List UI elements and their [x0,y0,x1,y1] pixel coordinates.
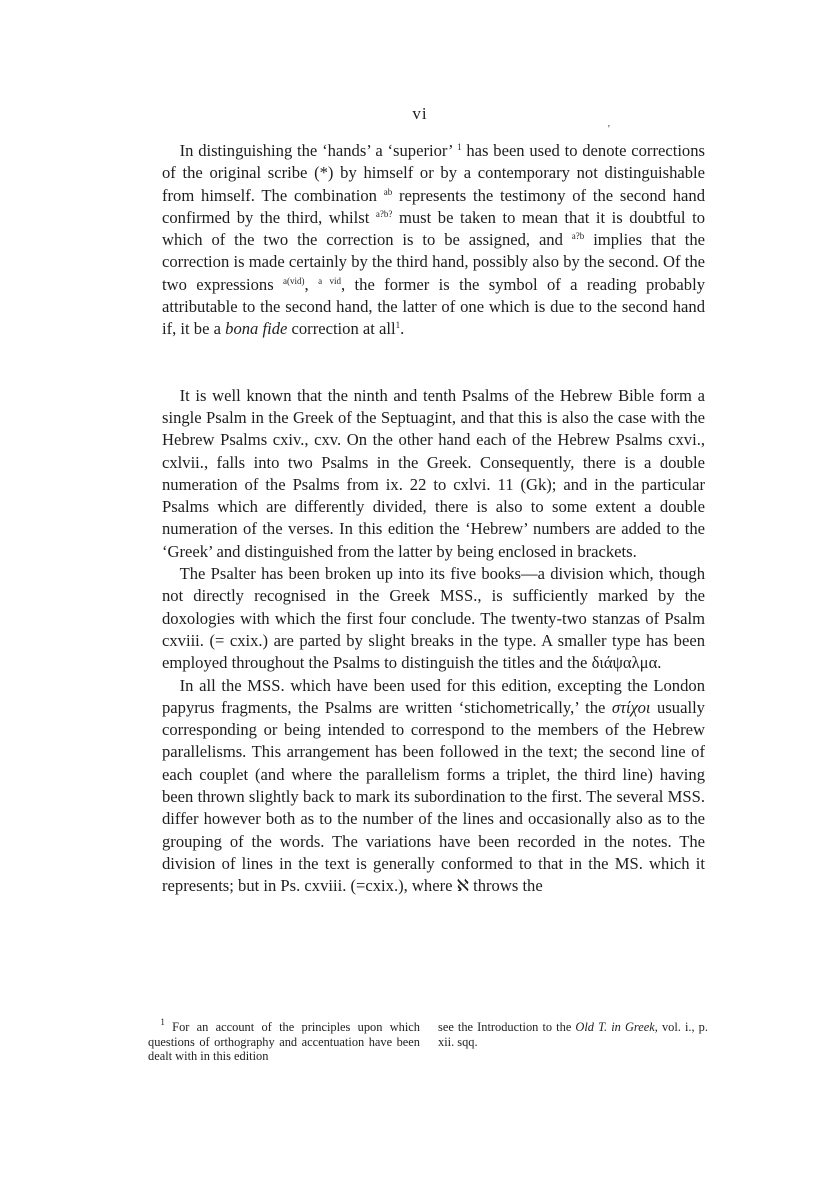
footnote-left: $^1$ For an account of the principles upon which questions of orthography and accentuation have been dealt with in this edition [148,1017,420,1064]
page-number: vi [412,104,428,123]
siglum-aqb: a?b [571,231,585,242]
body-text [162,140,705,898]
paragraph-hands: In distinguishing the ‘hands’ a ‘superior’ $^1$ has been used to denote corrections of the original scribe (*) by himself or by a contemporary not distinguishable from himself. The combination $^{ab}$ represents the testimony of the second hand confirmed by the third, whilst $^{a?b?}$ must be taken to mean that it is doubtful to which of the two the correction is to be assigned, and $^{a?b}$ implies that the correction is made certainly by the third hand, possibly also by the second. Of the two expressions $^{a(vid)}$, $^{a vid}$, the former is the symbol of a reading probably attributable to the second hand, the latter of one which is due to the second hand if, it be a bona fide correction at all$^1$. [162,141,705,339]
siglum-avid: a vid [318,275,342,286]
paragraph-books: The Psalter has been broken up into its five books—a division which, though not directly recognised in the Greek MSS., is sufficiently marked by the doxologies with which the first four conclude. The twenty-two stanzas of Psalm cxviii. (= cxix.) are parted by slight breaks in the type. A smaller type has been employed throughout the Psalms to distinguish the titles and the διάψαλμα. [162,564,705,673]
paragraph-stichometry: In all the MSS. which have been used for this edition, excepting the London papyrus fragments, the Psalms are written ‘stichometrically,’ the στίχοι usually corresponding or being intended to correspond to the members of the Hebrew parallelisms. This arrangement has been followed in the text; the second line of each couplet (and where the parallelism forms a triplet, the third line) having been thrown slightly back to mark its subordination to the first. The several MSS. differ however both as to the number of the lines and occasionally also as to the grouping of the words. The variations have been recorded in the notes. The division of lines in the text is generally conformed to that in the MS. which it represents; but in Ps. cxviii. (=cxix.), where ℵ throws the [162,675,705,896]
footnote-marker: 1 [160,1017,165,1027]
greek-diapsalma: διάψαλμα [591,653,658,673]
stray-mark: ' [608,124,610,135]
siglum-ab: ab [383,186,393,197]
greek-stichoi: στίχοι [611,697,651,717]
italic-bona-fide: bona fide [225,319,288,339]
footnote-right: see the Introduction to the Old T. in Greek, vol. i., p. xii. sqq. [438,1020,708,1049]
footnotes [148,1017,708,1064]
siglum-aqbq: a?b? [375,208,393,219]
paragraph-numeration: It is well known that the ninth and tenth Psalms of the Hebrew Bible form a single Psalm in the Greek of the Septuagint, and that this is also the case with the Hebrew Psalms cxiv., cxv. On the other hand each of the Hebrew Psalms cxvi., cxlvii., falls into two Psalms in the Greek. Consequently, there is a double numeration of the Psalms from ix. 22 to cxlvi. 11 (Gk); and in the particular Psalms which are differently divided, there is also to some extent a double numeration of the verses. In this edition the ‘Hebrew’ numbers are added to the ‘Greek’ and distinguished from the latter by being enclosed in brackets. [162,385,705,561]
footnote-ref: 1 [395,320,401,331]
paragraph-gap [162,341,705,385]
footnote-ref: 1 [457,142,462,152]
italic-old-t-in-greek: Old T. in Greek [575,1020,655,1034]
siglum-avid-paren: a(vid) [283,275,305,286]
